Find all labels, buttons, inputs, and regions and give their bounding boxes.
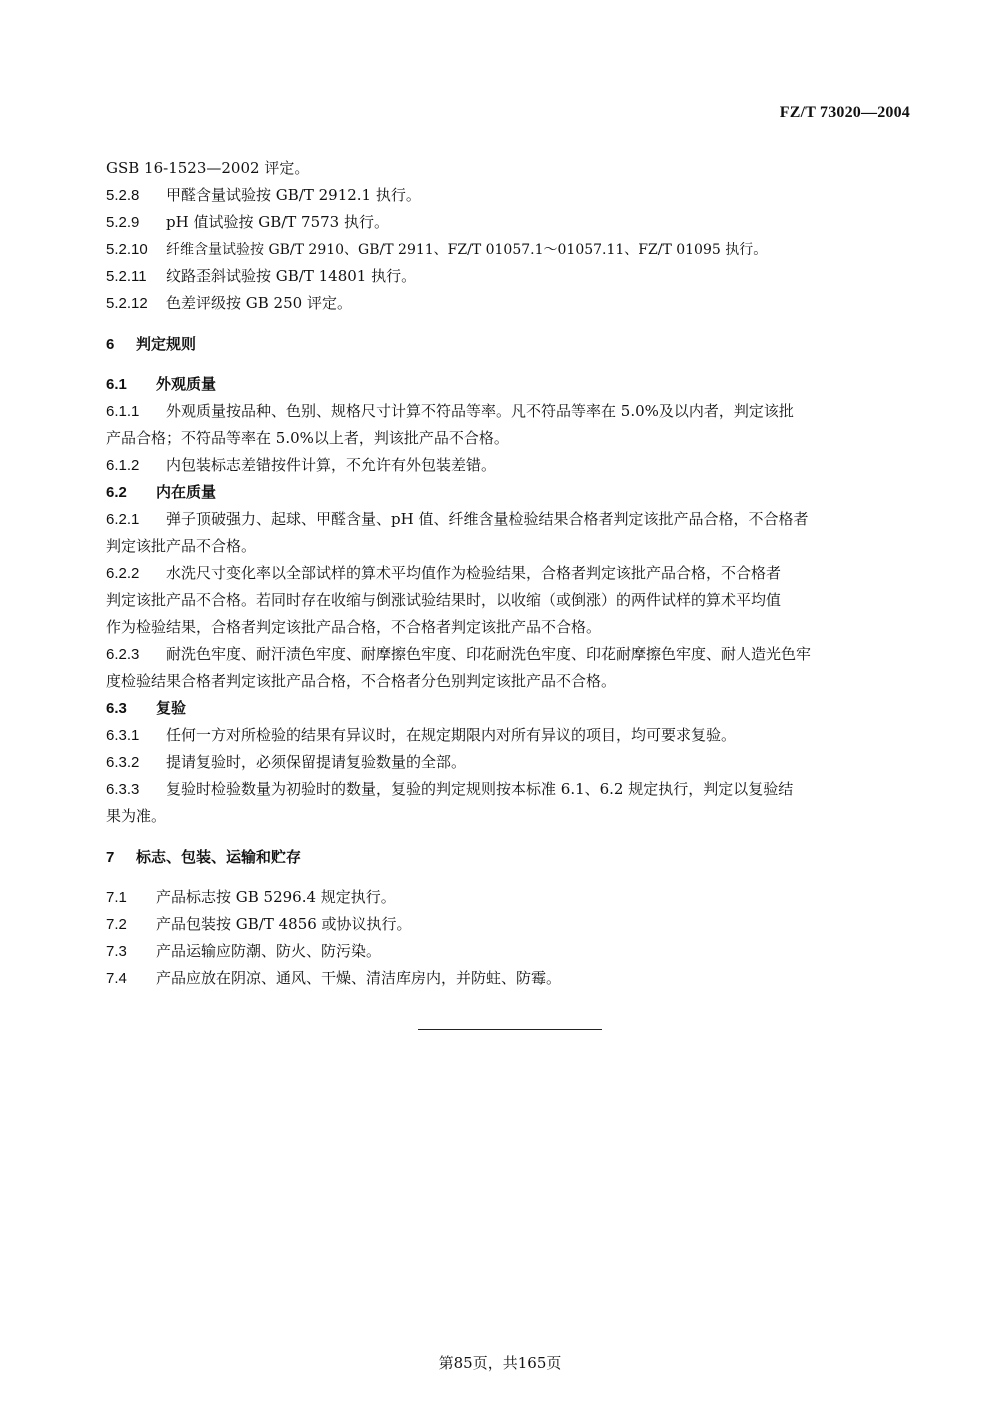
clause-5-2-10 (106, 238, 916, 261)
clause-number: 6.3.3 (106, 781, 140, 798)
subsection-title: 外观质量 (156, 375, 217, 393)
subsection-heading-6-1 (106, 373, 916, 396)
clause-text: 判定该批产品不合格。若同时存在收缩与倒涨试验结果时，以收缩（或倒涨）的两件试样的算术平均值 (106, 591, 782, 609)
section-heading-6 (106, 333, 916, 356)
clause-number: 6.3.1 (106, 727, 140, 744)
clause-6-2-3 (106, 643, 916, 666)
clause-text: 任何一方对所检验的结果有异议时，在规定期限内对所有异议的项目，均可要求复验。 (166, 726, 737, 744)
clause-number: 5.2.8 (106, 187, 140, 204)
clause-6-2-1-cont (106, 535, 916, 557)
clause-number: 5.2.11 (106, 268, 147, 285)
clause-7-4 (106, 967, 916, 990)
clause-text: 产品应放在阴凉、通风、干燥、清洁库房内，并防蛀、防霉。 (156, 969, 562, 987)
clause-6-1-2 (106, 454, 916, 477)
clause-7-3 (106, 940, 916, 963)
clause-number: 6.1.2 (106, 457, 140, 474)
clause-6-2-1 (106, 508, 916, 531)
clause-text: 水洗尺寸变化率以全部试样的算术平均值作为检验结果，合格者判定该批产品合格，不合格者 (166, 564, 782, 582)
clause-6-1-1 (106, 400, 916, 423)
subsection-heading-6-3 (106, 697, 916, 720)
clause-6-2-2-cont (106, 616, 916, 638)
line-text: GSB 16-1523—2002 评定。 (106, 159, 310, 177)
clause-number: 6.2.2 (106, 565, 140, 582)
clause-text: 耐洗色牢度、耐汗渍色牢度、耐摩擦色牢度、印花耐洗色牢度、印花耐摩擦色牢度、耐人造光色牢 (166, 645, 812, 663)
clause-text: 外观质量按品种、色别、规格尺寸计算不符品等率。凡不符品等率在 5.0%及以内者，判定该批 (166, 402, 794, 420)
subsection-title: 复验 (156, 699, 187, 717)
subsection-number: 6.1 (106, 376, 127, 393)
clause-number: 7.1 (106, 889, 127, 906)
clause-text: 甲醛含量试验按 GB/T 2912.1 执行。 (166, 186, 421, 204)
section-title: 标志、包装、运输和贮存 (136, 848, 302, 866)
clause-text: 色差评级按 GB 250 评定。 (166, 294, 352, 312)
clause-number: 6.3.2 (106, 754, 140, 771)
clause-text: 提请复验时，必须保留提请复验数量的全部。 (166, 753, 467, 771)
clause-6-2-3-cont (106, 670, 916, 692)
subsection-heading-6-2 (106, 481, 916, 504)
clause-6-3-3 (106, 778, 916, 801)
clause-number: 5.2.9 (106, 214, 140, 231)
clause-5-2-9 (106, 211, 916, 234)
clause-text: 判定该批产品不合格。 (106, 537, 257, 555)
clause-6-3-3-cont (106, 805, 916, 827)
paragraph-line (106, 157, 916, 179)
section-number: 7 (106, 849, 115, 866)
clause-text: 果为准。 (106, 807, 167, 825)
clause-text: 产品运输应防潮、防火、防污染。 (156, 942, 382, 960)
clause-text: pH 值试验按 GB/T 7573 执行。 (166, 213, 389, 231)
clause-text: 产品合格；不符品等率在 5.0%以上者，判该批产品不合格。 (106, 429, 509, 447)
clause-text: 内包装标志差错按件计算，不允许有外包装差错。 (166, 456, 497, 474)
standard-code-header: FZ/T 73020—2004 (779, 104, 910, 121)
clause-6-3-1 (106, 724, 916, 747)
subsection-number: 6.2 (106, 484, 127, 501)
subsection-number: 6.3 (106, 700, 127, 717)
clause-number: 7.3 (106, 943, 127, 960)
clause-5-2-12 (106, 292, 916, 315)
clause-number: 6.2.3 (106, 646, 140, 663)
section-title: 判定规则 (136, 335, 197, 353)
clause-number: 5.2.12 (106, 295, 148, 312)
clause-7-2 (106, 913, 916, 936)
clause-text: 纹路歪斜试验按 GB/T 14801 执行。 (166, 267, 417, 285)
clause-text: 产品标志按 GB 5296.4 规定执行。 (156, 888, 396, 906)
section-heading-7 (106, 846, 916, 869)
clause-6-2-2-cont (106, 589, 916, 611)
clause-text: 复验时检验数量为初验时的数量，复验的判定规则按本标准 6.1、6.2 规定执行，判定以复验结 (166, 780, 794, 798)
clause-5-2-11 (106, 265, 916, 288)
clause-text: 产品包装按 GB/T 4856 或协议执行。 (156, 915, 412, 933)
clause-number: 6.1.1 (106, 403, 140, 420)
clause-number: 5.2.10 (106, 241, 148, 258)
page-footer: 第85页，共165页 (438, 1354, 562, 1372)
end-divider (418, 1029, 602, 1030)
section-number: 6 (106, 336, 115, 353)
clause-7-1 (106, 886, 916, 909)
clause-text: 纤维含量试验按 GB/T 2910、GB/T 2911、FZ/T 01057.1～01057.11、FZ/T 01095 执行。 (166, 242, 768, 258)
clause-text: 度检验结果合格者判定该批产品合格，不合格者分色别判定该批产品不合格。 (106, 672, 617, 690)
clause-text: 弹子顶破强力、起球、甲醛含量、pH 值、纤维含量检验结果合格者判定该批产品合格，不合格者 (166, 510, 809, 528)
clause-6-1-1-cont (106, 427, 916, 449)
clause-number: 7.2 (106, 916, 127, 933)
clause-text: 作为检验结果，合格者判定该批产品合格，不合格者判定该批产品不合格。 (106, 618, 602, 636)
clause-6-3-2 (106, 751, 916, 774)
clause-6-2-2 (106, 562, 916, 585)
clause-number: 6.2.1 (106, 511, 140, 528)
clause-number: 7.4 (106, 970, 127, 987)
subsection-title: 内在质量 (156, 483, 217, 501)
clause-5-2-8 (106, 184, 916, 207)
